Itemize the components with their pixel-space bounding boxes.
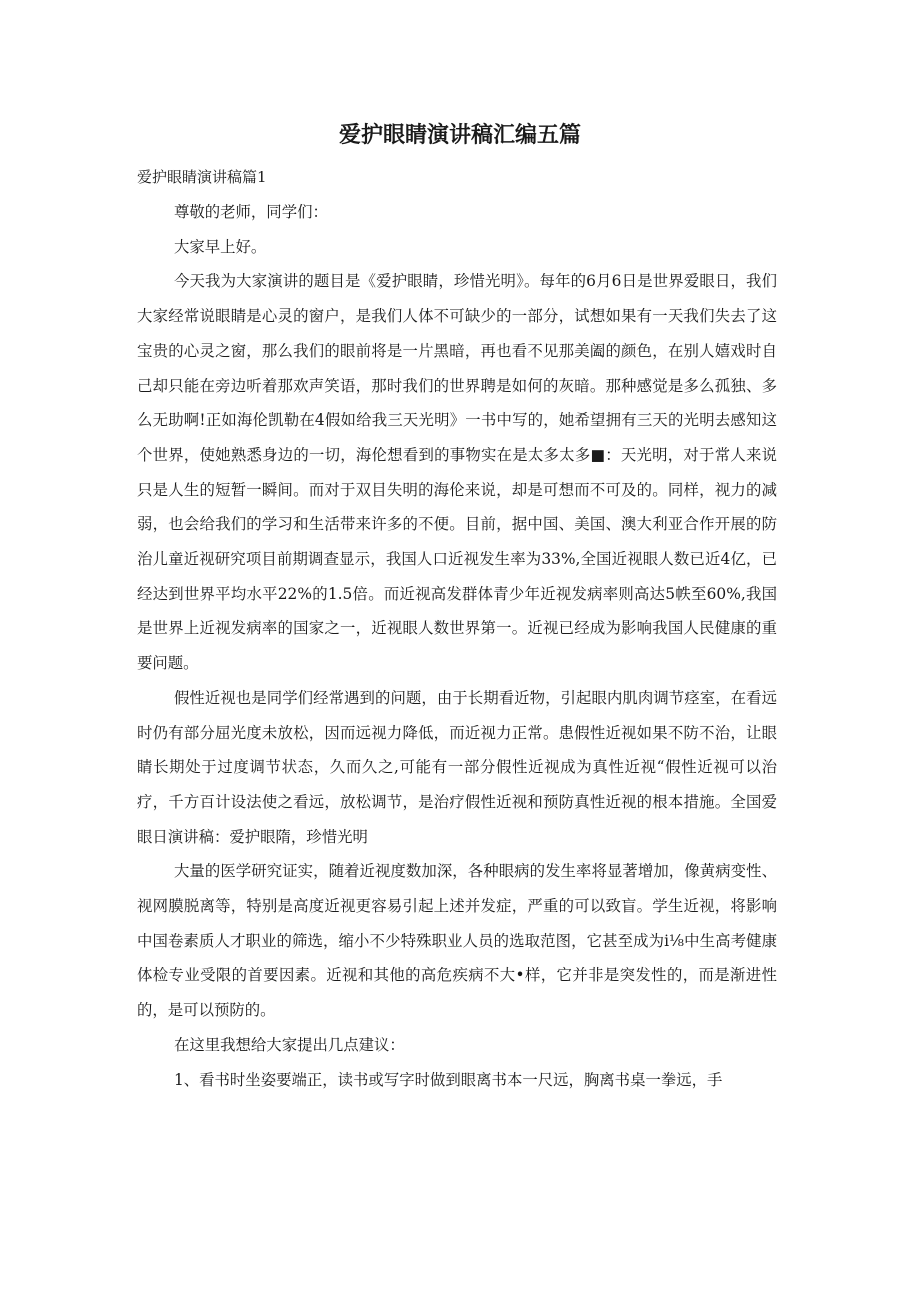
paragraph: 今天我为大家演讲的题目是《爱护眼睛，珍惜光明》。每年的6月6日是世界爱眼日，我们大家经常说眼睛是心灵的窗户，是我们人体不可缺少的一部分，试想如果有一天我们失去了这宝贵的心灵之窗，那么我们的眼前将是一片黑暗，再也看不见那美阖的颜色，在别人嬉戏时自己却只能在旁边听着那欢声笑语，那时我们的世界聘是如何的灰暗。那种感觉是多么孤独、多么无助啊!正如海伦凯勒在4假如给我三天光明》一书中写的，她希望拥有三天的光明去感知这个世界，使她熟悉身边的一切，海伦想看到的事物实在是太多太多■：天光明，对于常人来说只是人生的短暂一瞬间。而对于双目失明的海伦来说，却是可想而不可及的。同样，视力的减弱，也会给我们的学习和生活带来许多的不便。目前，据中国、美国、澳大利亚合作开展的防治儿童近视研究项目前期调查显示，我国人口近视发生率为33%,全国近视眼人数已近4亿，已经达到世界平均水平22%的1.5倍。而近视高发群体青少年近视发病率则高达5帙至60%,我国是世界上近视发病率的国家之一，近视眼人数世界第一。近视已经成为影响我国人民健康的重要问题。	[137, 272, 777, 673]
paragraph: 大家早上好。	[173, 237, 267, 256]
paragraph: 1、看书时坐姿要端正，读书或写字时做到眼离书本一尺远，胸离书桌一拳远，手	[173, 1070, 723, 1089]
paragraph: 尊敬的老师，同学们：	[173, 203, 328, 221]
document-body	[137, 195, 777, 1097]
paragraph: 假性近视也是同学们经常遇到的问题，由于长期看近物，引起眼内肌肉调节痉室，在看远时仍有部分屈光度未放松，因而远视力降低，而近视力正常。患假性近视如果不防不治，让眼睛长期处于过度调节状态，久而久之,可能有一部分假性近视成为真性近视“假性近视可以治疗，千方百计设法使之看远，放松调节，是治疗假性近视和预防真性近视的根本措施。全国爱眼日演讲稿：爱护眼隋，珍惜光明	[137, 688, 777, 846]
document-title: 爱护眼睛演讲稿汇编五篇	[338, 123, 581, 148]
section-heading: 爱护眼睛演讲稿篇1	[137, 168, 267, 186]
paragraph: 大量的医学研究证实，随着近视度数加深，各种眼病的发生率将显著增加，像黄病变性、视网膜脱离等，特别是高度近视更容易引起上述并发症，严重的可以致盲。学生近视，将影响中国卷素质人才职业的筛选，缩小不少特殊职业人员的选取范图，它甚至成为i⅛中生高考健康体检专业受限的首要因素。近视和其他的高危疾病不大•样，它并非是突发性的，而是渐进性的，是可以预防的。	[137, 862, 777, 1020]
paragraph: 在这里我想给大家提出几点建议：	[173, 1035, 405, 1054]
